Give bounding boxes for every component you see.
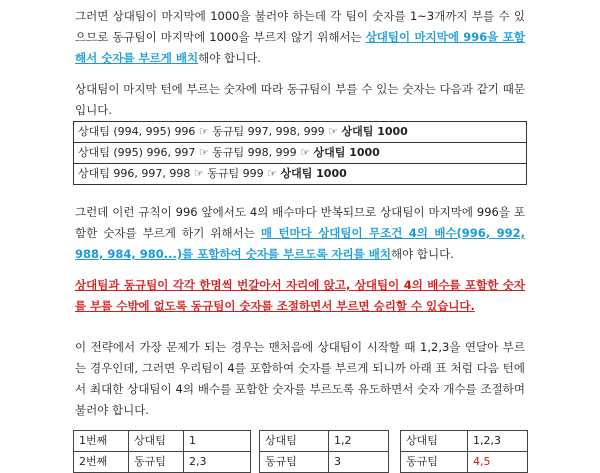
team-cell: 동규팀 <box>401 452 468 473</box>
cell-final: 상대팀 1000 <box>313 146 380 159</box>
team-cell: 상대팀 <box>401 431 468 452</box>
table-row <box>74 164 527 185</box>
table-row <box>74 431 251 452</box>
paragraph-1-highlight: 상대팀이 마지막에 996을 포함해서 숫자를 부르게 배치 <box>75 30 525 65</box>
table-cell <box>74 164 527 185</box>
team-cell: 동규팀 <box>129 452 184 473</box>
paragraph-4-text: 상대팀과 동규팀이 각각 한명씩 번갈아서 자리에 앉고, 상대팀이 4의 배수를 포함한 숫자를 부를 수밖에 없도록 동규팀이 숫자를 조절하면서 부르면 승리할 수 있습니다. <box>75 278 525 313</box>
table-row <box>74 452 251 473</box>
table-row <box>401 431 528 452</box>
cell-sequence: 상대팀 (995) 996, 997 ☞ 동규팀 998, 999 ☞ <box>78 146 314 159</box>
numbers-cell: 1,2 <box>329 431 389 452</box>
numbers-cell: 3 <box>329 452 389 473</box>
paragraph-3-highlight: 매 턴마다 상대팀이 무조건 4의 배수(996, 992, 988, 984, 980...)를 포함하여 숫자를 부르도록 자리를 배치 <box>75 226 525 261</box>
numbers-cell: 1,2,3 <box>468 431 528 452</box>
table-row <box>74 143 527 164</box>
paragraph-1-text-a: 그러면 상대팀이 마지막에 1000을 불러야 하는데 각 팀이 숫자를 1~3개까지 부를 수 있으므로 동규팀이 마지막에 1000을 부르지 않기 위해서는 <box>75 9 525 44</box>
call-sequence-table <box>73 121 527 185</box>
table-row <box>260 431 389 452</box>
paragraph-3-text-b: 해야 합니다. <box>391 247 454 261</box>
turn-cell: 2번째 <box>74 452 129 473</box>
cell-sequence: 상대팀 996, 997, 998 ☞ 동규팀 999 ☞ <box>78 167 281 180</box>
table-row <box>260 452 389 473</box>
cell-final: 상대팀 1000 <box>341 125 408 138</box>
table-cell <box>74 143 527 164</box>
table-row <box>401 452 528 473</box>
numbers-cell: 4,5 <box>468 452 528 473</box>
paragraph-3 <box>75 202 525 265</box>
numbers-cell: 2,3 <box>184 452 251 473</box>
cell-sequence: 상대팀 (994, 995) 996 ☞ 동규팀 997, 998, 999 ☞ <box>78 125 342 138</box>
paragraph-2 <box>75 79 525 121</box>
numbers-cell: 1 <box>184 431 251 452</box>
team-cell: 상대팀 <box>129 431 184 452</box>
team-cell: 상대팀 <box>260 431 329 452</box>
example-table-3 <box>400 430 528 473</box>
paragraph-5 <box>75 337 525 421</box>
paragraph-3-text-a: 그런데 이런 규칙이 996 앞에서도 4의 배수마다 반복되므로 상대팀이 마지막에 996을 포함한 숫자를 부르게 하기 위해서는 <box>75 205 525 240</box>
paragraph-1-text-b: 해야 합니다. <box>198 51 261 65</box>
paragraph-4 <box>75 275 525 317</box>
table-cell <box>74 122 527 143</box>
turn-cell: 1번째 <box>74 431 129 452</box>
team-cell: 동규팀 <box>260 452 329 473</box>
table-row <box>74 122 527 143</box>
paragraph-2-text: 상대팀이 마지막 턴에 부르는 숫자에 따라 동규팀이 부를 수 있는 숫자는 다음과 같기 때문입니다. <box>75 82 525 117</box>
cell-final: 상대팀 1000 <box>280 167 347 180</box>
paragraph-5-text: 이 전략에서 가장 문제가 되는 경우는 맨처음에 상대팀이 시작할 때 1,2,3을 연달아 부르는 경우인데, 그러면 우리팀이 4를 포함하여 숫자를 부르게 되니까 아래 표 처럼 다음 턴에서 최대한 상대팀이 4의 배수를 포함한 숫자를 부르도록 유도하면서 숫자 개수를 조절하며 불러야 합니다. <box>75 340 525 417</box>
paragraph-1 <box>75 6 525 69</box>
example-table-2 <box>259 430 389 473</box>
example-table-1 <box>73 430 251 473</box>
